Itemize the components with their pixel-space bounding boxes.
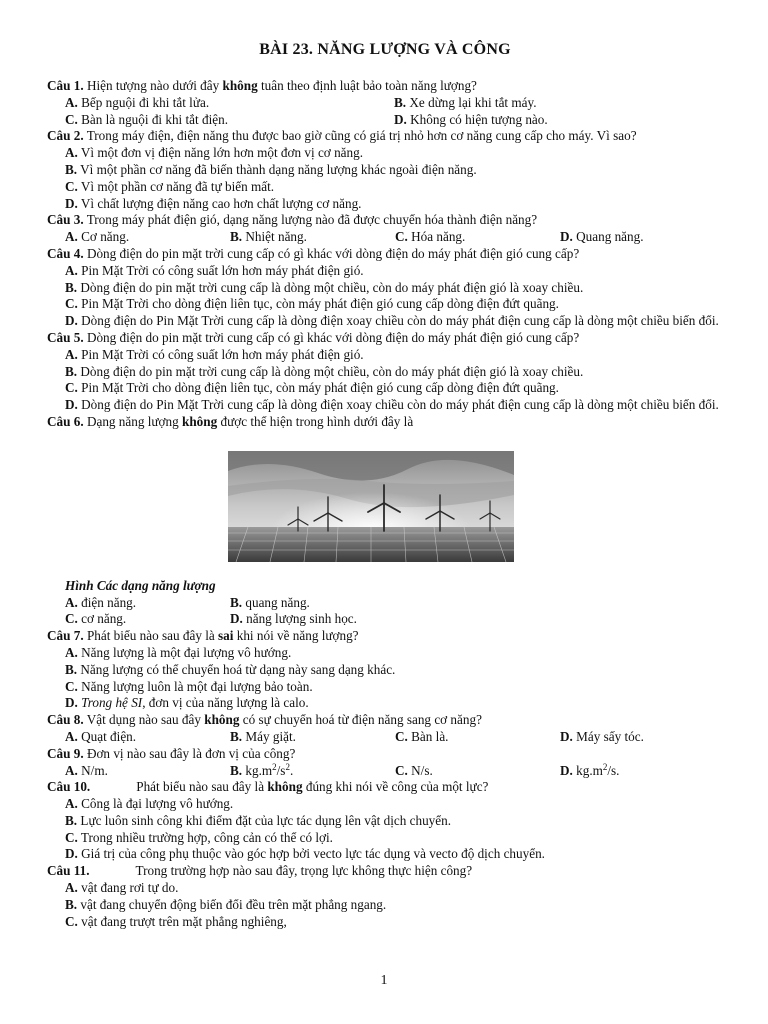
option-text: Giá trị của công phụ thuộc vào góc hợp bởi vecto lực tác dụng và vecto độ dịch chuyển.	[77, 846, 545, 862]
option-text: Dòng điện do pin mặt trời cung cấp là dòng một chiều, còn do máy phát điện gió là xoay chiều.	[77, 363, 584, 379]
option-key: D.	[65, 695, 78, 711]
option-text: vật đang trượt trên mặt phẳng nghiêng,	[77, 913, 287, 929]
option-key: B.	[65, 363, 78, 379]
option-key: A.	[65, 262, 78, 278]
option-key: C.	[65, 678, 78, 694]
option-text: Quang năng.	[572, 229, 644, 245]
option-a	[47, 796, 723, 813]
option-text: Không có hiện tượng nào.	[406, 111, 548, 127]
option-b	[47, 280, 723, 297]
option-key: D.	[560, 762, 573, 778]
question-emphasis: không	[204, 712, 240, 728]
option-key: A.	[65, 796, 78, 812]
question-label: Câu 10.	[47, 779, 91, 795]
option-key: A.	[65, 346, 78, 362]
option-text: Dòng điện do pin mặt trời cung cấp là dòng một chiều, còn do máy phát điện gió là xoay chiều.	[77, 279, 584, 295]
option-b	[230, 763, 395, 780]
option-a	[47, 145, 723, 162]
option-text: Máy sấy tóc.	[572, 728, 644, 744]
question-text: Dòng điện do pin mặt trời cung cấp có gì khác với dòng điện do máy phát điện gió cung cấp?	[83, 245, 580, 261]
option-text: Năng lượng có thể chuyển hoá từ dạng này sang dạng khác.	[77, 661, 396, 677]
option-d	[560, 763, 619, 780]
option-key: B.	[230, 728, 243, 744]
option-b	[47, 813, 723, 830]
question-6	[47, 414, 723, 431]
option-text: Pin Mặt Trời cho dòng điện liên tục, còn máy phát điện gió cung cấp dòng điện đứt quãng.	[77, 380, 559, 396]
superscript: 2	[272, 761, 277, 772]
question-1	[47, 78, 723, 95]
question-5	[47, 330, 723, 347]
option-b	[230, 729, 395, 746]
option-c	[47, 179, 723, 196]
option-text: Dòng điện do Pin Mặt Trời cung cấp là dòng điện xoay chiều còn do máy phát điện cung cấp là dòng một chiều biến đổi.	[77, 397, 719, 413]
question-text: được thể hiện trong hình dưới đây là	[217, 413, 414, 429]
question-emphasis: không	[267, 779, 303, 795]
option-text: N/m.	[77, 762, 108, 778]
question-text: Hiện tượng nào dưới đây	[83, 78, 223, 93]
option-key: C.	[65, 178, 78, 194]
option-key: A.	[65, 762, 78, 778]
page-title: BÀI 23. NĂNG LƯỢNG VÀ CÔNG	[259, 41, 511, 58]
question-text: Phát biểu nào sau đây là	[83, 628, 219, 644]
question-label: Câu 8.	[47, 712, 84, 728]
question-label: Câu 2.	[47, 128, 84, 144]
option-text: điện năng.	[77, 594, 137, 610]
option-text: N/s.	[407, 762, 433, 778]
question-label: Câu 3.	[47, 212, 84, 228]
option-text: Vì chất lượng điện năng cao hơn chất lượng cơ năng.	[77, 195, 362, 211]
option-key: B.	[394, 94, 407, 110]
option-text: Trong nhiều trường hợp, công cản có thể có lợi.	[77, 829, 333, 845]
question-text: có sự chuyển hoá từ điện năng sang cơ năng?	[239, 712, 482, 728]
option-key: B.	[65, 896, 78, 912]
option-text: vật đang rơi tự do.	[77, 880, 179, 896]
option-d	[47, 846, 723, 863]
option-a	[65, 729, 230, 746]
option-key: A.	[65, 880, 78, 896]
question-2	[47, 128, 723, 145]
option-key: D.	[65, 846, 78, 862]
option-key: B.	[65, 661, 78, 677]
option-b	[47, 897, 723, 914]
option-a	[47, 645, 723, 662]
option-text: quang năng.	[242, 594, 310, 610]
option-text: Năng lượng luôn là một đại lượng bảo toàn.	[77, 678, 313, 694]
option-key: C.	[65, 611, 78, 627]
question-list	[47, 78, 723, 930]
option-a	[65, 95, 394, 112]
option-text: /s.	[607, 762, 620, 778]
question-text: Vật dụng nào sau đây	[83, 712, 205, 728]
option-a	[65, 763, 230, 780]
options-row	[47, 595, 723, 612]
option-key: B.	[65, 812, 78, 828]
question-11	[47, 863, 723, 880]
option-c	[47, 914, 723, 931]
question-text: Phát biểu nào sau đây là	[136, 779, 268, 795]
question-7	[47, 628, 723, 645]
option-key: D.	[560, 728, 573, 744]
option-key: C.	[395, 762, 408, 778]
options-row	[47, 112, 723, 129]
option-text: năng lượng sinh học.	[242, 611, 357, 627]
question-text: đúng khi nói về công của một lực?	[302, 779, 489, 795]
option-c	[395, 763, 560, 780]
superscript: 2	[602, 761, 608, 772]
option-text: kg.m	[242, 762, 273, 778]
option-key: D.	[230, 611, 243, 627]
option-key: B.	[230, 594, 243, 610]
option-a	[47, 880, 723, 897]
option-b	[394, 95, 537, 112]
question-text: Dạng năng lượng	[83, 413, 182, 429]
question-emphasis: không	[222, 78, 258, 93]
option-text: , đơn vị của năng lượng là calo.	[142, 695, 309, 711]
option-key: C.	[395, 229, 408, 245]
option-key: A.	[65, 728, 78, 744]
option-text: Nhiệt năng.	[242, 229, 307, 245]
option-a	[47, 263, 723, 280]
option-d	[47, 313, 723, 330]
option-d	[47, 695, 723, 712]
option-a	[65, 229, 230, 246]
option-key: C.	[65, 111, 78, 127]
option-text: Pin Mặt Trời có công suất lớn hơn máy phát điện gió.	[77, 346, 364, 362]
wind-solar-farm-image	[228, 451, 514, 562]
question-text: Đơn vị nào sau đây là đơn vị của công?	[83, 745, 296, 761]
option-d	[230, 611, 357, 628]
energy-forms-photo	[228, 451, 514, 562]
option-text: Bếp nguội đi khi tắt lửa.	[77, 94, 210, 110]
options-row	[47, 229, 723, 246]
option-key: B.	[65, 279, 78, 295]
options-row	[47, 763, 723, 780]
question-text: Trong máy phát điện gió, dạng năng lượng nào đã được chuyển hóa thành điện năng?	[83, 212, 538, 228]
question-text: Trong trường hợp nào sau đây, trọng lực không thực hiện công?	[135, 863, 473, 879]
option-key: D.	[394, 111, 407, 127]
question-label: Câu 1.	[47, 78, 84, 93]
option-text: Cơ năng.	[77, 229, 130, 245]
option-text: Công là đại lượng vô hướng.	[77, 796, 234, 812]
figure-caption: Hình Các dạng năng lượng	[65, 577, 216, 593]
option-c	[395, 729, 560, 746]
option-b	[230, 595, 310, 612]
question-label: Câu 5.	[47, 329, 84, 345]
option-a	[47, 347, 723, 364]
option-c	[65, 112, 394, 129]
option-text: Vì một phần cơ năng đã tự biến mất.	[77, 178, 275, 194]
question-text: Trong máy điện, điện năng thu được bao giờ cũng có giá trị nhỏ hơn cơ năng cung cấp cho máy. Vì sao?	[83, 128, 637, 144]
option-text: Lực luôn sinh công khi điểm đặt của lực tác dụng lên vật dịch chuyển.	[77, 812, 452, 828]
option-key: C.	[65, 296, 78, 312]
options-row	[47, 729, 723, 746]
option-key: B.	[65, 161, 78, 177]
option-text: Xe dừng lại khi tắt máy.	[406, 94, 537, 110]
option-text: Hóa năng.	[407, 229, 466, 245]
option-key: A.	[65, 145, 78, 161]
option-d	[47, 196, 723, 213]
option-text: /s	[276, 762, 286, 778]
option-text: Pin Mặt Trời cho dòng điện liên tục, còn máy phát điện gió cung cấp dòng điện đứt quãng.	[77, 296, 559, 312]
option-c	[47, 679, 723, 696]
option-text: Vì một phần cơ năng đã biến thành dạng năng lượng khác ngoài điện năng.	[77, 161, 477, 177]
option-b	[230, 229, 395, 246]
option-key: D.	[65, 195, 78, 211]
option-text: Vì một đơn vị điện năng lớn hơn một đơn vị cơ năng.	[77, 145, 363, 161]
option-key: B.	[230, 229, 243, 245]
question-3	[47, 212, 723, 229]
option-text: Năng lượng là một đại lượng vô hướng.	[77, 644, 292, 660]
question-label: Câu 7.	[47, 628, 84, 644]
question-emphasis: không	[182, 413, 218, 429]
options-row	[47, 611, 723, 628]
question-9	[47, 746, 723, 763]
question-label: Câu 6.	[47, 413, 84, 429]
option-text: Bàn là nguội đi khi tắt điện.	[77, 111, 228, 127]
option-key: D.	[65, 313, 78, 329]
option-c	[395, 229, 560, 246]
option-text: Dòng điện do Pin Mặt Trời cung cấp là dòng điện xoay chiều còn do máy phát điện cung cấp là dòng một chiều biến đổi.	[77, 313, 719, 329]
option-text: Bàn là.	[407, 728, 449, 744]
option-key: D.	[65, 397, 78, 413]
option-c	[47, 830, 723, 847]
option-text: Pin Mặt Trời có công suất lớn hơn máy phát điện gió.	[77, 262, 364, 278]
question-label: Câu 4.	[47, 245, 84, 261]
superscript: 2	[285, 761, 290, 772]
page-number: 1	[380, 973, 388, 988]
option-text: kg.m	[572, 762, 603, 778]
option-d	[47, 397, 723, 414]
option-text: .	[289, 762, 294, 778]
option-key: C.	[395, 728, 408, 744]
option-c	[65, 611, 230, 628]
question-4	[47, 246, 723, 263]
question-text: Dòng điện do pin mặt trời cung cấp có gì khác với dòng điện do máy phát điện gió cung cấp?	[83, 329, 580, 345]
option-text: cơ năng.	[77, 611, 127, 627]
option-d	[560, 729, 644, 746]
option-text: Máy giặt.	[242, 728, 296, 744]
option-c	[47, 296, 723, 313]
option-key: C.	[65, 913, 78, 929]
option-key: A.	[65, 594, 78, 610]
option-italic-text: Trong hệ SI	[77, 695, 143, 711]
option-key: A.	[65, 229, 78, 245]
question-label: Câu 11.	[47, 863, 90, 879]
option-text: Quạt điện.	[77, 728, 137, 744]
question-emphasis: sai	[218, 628, 234, 644]
option-key: A.	[65, 644, 78, 660]
option-key: C.	[65, 829, 78, 845]
options-row	[47, 95, 723, 112]
option-text: vật đang chuyển động biến đổi đều trên mặt phẳng ngang.	[77, 896, 387, 912]
option-a	[65, 595, 230, 612]
question-label: Câu 9.	[47, 745, 84, 761]
option-d	[394, 112, 548, 129]
option-key: C.	[65, 380, 78, 396]
option-b	[47, 662, 723, 679]
option-b	[47, 364, 723, 381]
option-key: B.	[230, 762, 243, 778]
option-c	[47, 380, 723, 397]
question-8	[47, 712, 723, 729]
option-d	[560, 229, 644, 246]
question-text: khi nói về năng lượng?	[233, 628, 359, 644]
option-key: A.	[65, 94, 78, 110]
option-b	[47, 162, 723, 179]
question-10	[47, 779, 723, 796]
option-key: D.	[560, 229, 573, 245]
question-text: tuân theo định luật bảo toàn năng lượng?	[257, 78, 477, 93]
